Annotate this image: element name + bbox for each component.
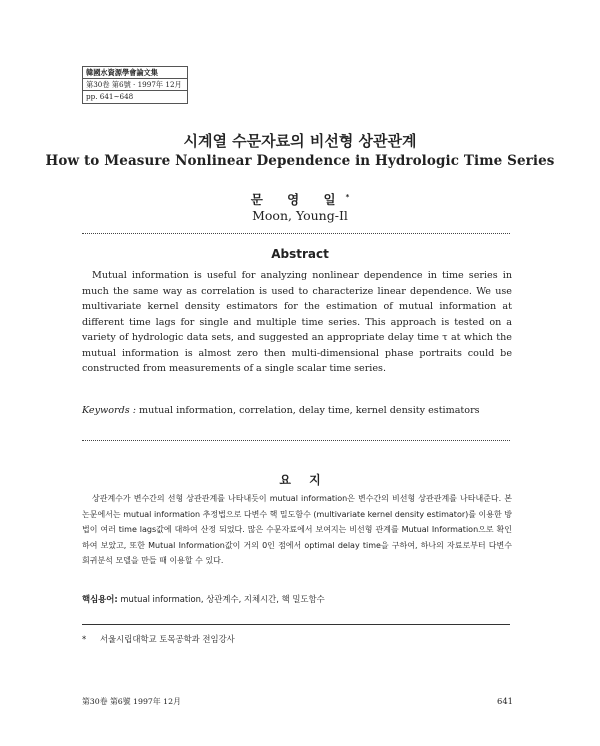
yoji-body: 상관계수가 변수간의 선형 상관관계를 나타내듯이 mutual information은 변수간의 비선형 상관관계를 나타내준다. 본 논문에서는 mutual information 추정법으로 다변수 핵 밀도함수 (multivariate kernel density estimator)를 이용한 방법이 여러 time lags값에 대하여 산정 되었다. 많은 수문자료에서 보여지는 비선형 관계를 Mutual Information으로 확인하여 보았고, 또한 Mutual Information값이 거의 0인 점에서 optimal delay time을 구하여, 하나의 자료로부터 다변수 회귀분석 모델을 만들 때 이용할 수 있다. xyxy=(82,494,512,565)
footnote-mark: * xyxy=(82,634,87,644)
keywords-text: mutual information, correlation, delay time, kernel density estimators xyxy=(135,405,480,416)
keywords-label: Keywords : xyxy=(82,405,136,416)
core-terms-label: 핵심용어: xyxy=(82,594,118,604)
abstract-body: Mutual information is useful for analyzing nonlinear dependence in time series in much the same way as correlation is used to characterize linear dependence. We use multivariate kernel density estimators for the estimation of mutual information at different time lags for single and multiple time series. This approach is tested on a variety of hydrologic data sets, and suggested an appropriate delay time τ at which the mutual information is almost zero then multi-dimensional phase portraits could be constructed from measurements of a single scalar time series. xyxy=(82,270,512,374)
author-footnote-mark: * xyxy=(345,192,350,201)
page-footer-issue: 第30卷 第6號 1997年 12月 xyxy=(82,697,181,706)
footnote-text: 서울시립대학교 토목공학과 전임강사 xyxy=(100,634,235,644)
footnote xyxy=(82,633,235,645)
core-terms-text: mutual information, 상관계수, 지체시간, 핵 밀도함수 xyxy=(117,594,325,604)
divider-middle xyxy=(82,440,510,441)
page-number: 641 xyxy=(497,696,513,706)
author-korean xyxy=(0,190,600,208)
journal-pages: pp. 641~648 xyxy=(83,90,187,102)
footnote-rule xyxy=(82,624,510,625)
journal-name: 韓國水資源學會論文集 xyxy=(86,68,158,77)
keywords xyxy=(82,405,512,416)
author-name-korean: 문 영 일 xyxy=(250,192,346,207)
author-english: Moon, Young-Il xyxy=(252,208,348,223)
journal-info-box xyxy=(82,66,188,104)
divider-top xyxy=(82,233,510,234)
abstract-heading: Abstract xyxy=(271,247,329,261)
core-terms xyxy=(82,593,512,605)
journal-volume: 第30卷 第6號 · 1997年 12月 xyxy=(83,78,187,90)
yoji-heading: 요 지 xyxy=(279,473,321,487)
title-korean: 시계열 수문자료의 비선형 상관관계 xyxy=(183,132,417,150)
title-english: How to Measure Nonlinear Dependence in Hydrologic Time Series xyxy=(45,153,555,169)
